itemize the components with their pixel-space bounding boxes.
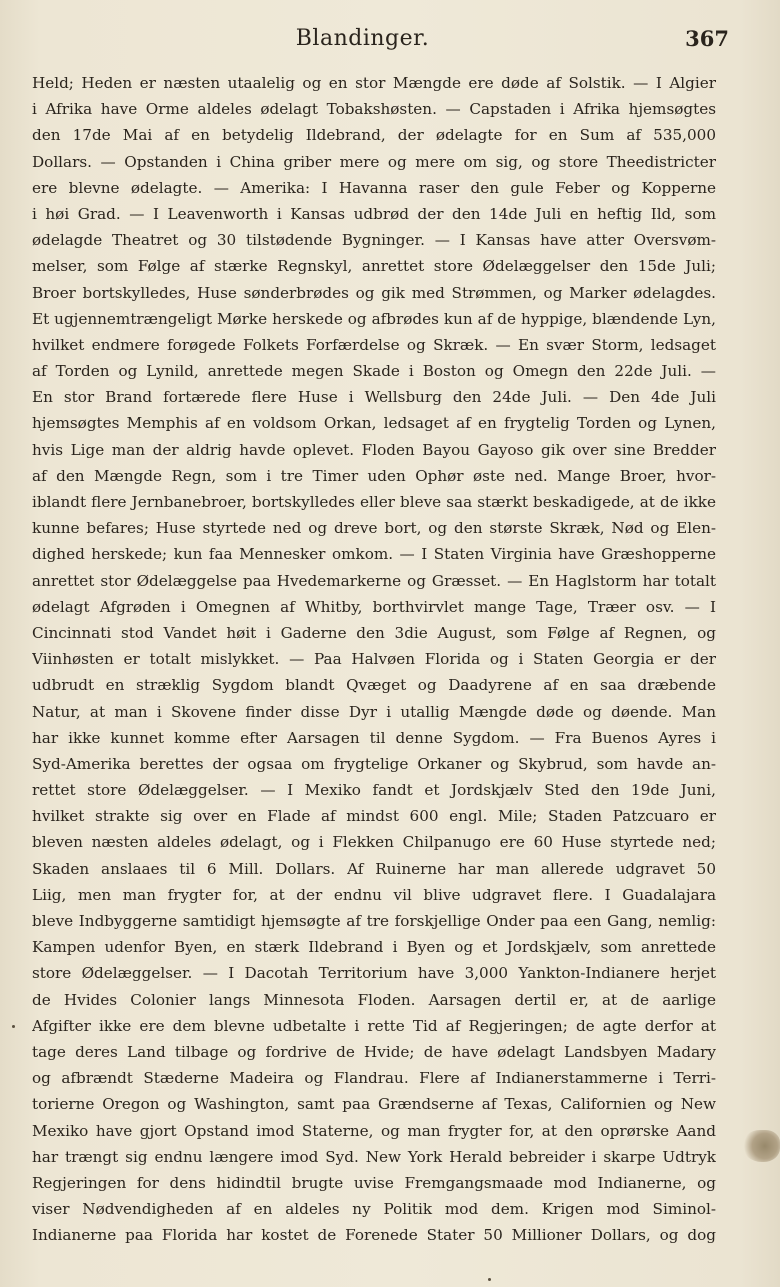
text-line: hvis Lige man der aldrig havde oplevet. Floden Bayou Gayoso gik over sine Bredder <box>32 440 716 459</box>
text-line: Natur, at man i Skovene finder disse Dyr i utallig Mængde døde og døende. Man <box>32 702 716 721</box>
text-line: tage deres Land tilbage og fordrive de Hvide; de have ødelagt Landsbyen Madary <box>32 1042 716 1061</box>
text-line: Kampen udenfor Byen, en stærk Ildebrand i Byen og et Jordskjælv, som anrettede <box>32 938 716 957</box>
text-line: dighed herskede; kun faa Mennesker omkom. — I Staten Virginia have Græshopperne <box>32 545 716 564</box>
text-line: Regjeringen for dens hidindtil brugte uvise Fremgangsmaade mod Indianerne, og <box>32 1173 716 1192</box>
text-line: anrettet stor Ødelæggelse paa Hvedemarkerne og Græsset. — En Haglstorm har totalt <box>32 571 716 590</box>
running-head-title: Blandinger. <box>295 26 430 51</box>
text-line: bleven næsten aldeles ødelagt, og i Flekken Chilpanugo ere 60 Huse styrtede ned; <box>32 833 716 852</box>
text-line: Skaden anslaaes til 6 Mill. Dollars. Af Ruinerne har man allerede udgravet 50 <box>32 859 716 878</box>
body-text <box>32 70 716 1248</box>
text-line: iblandt flere Jernbanebroer, bortskylledes eller bleve saa stærkt beskadigede, at de ikke <box>32 493 716 511</box>
text-line: kunne befares; Huse styrtede ned og dreve bort, og den største Skræk, Nød og Elen- <box>32 519 716 538</box>
text-line: Afgifter ikke ere dem blevne udbetalte i rette Tid af Regjeringen; de agte derfor at <box>32 1016 716 1035</box>
text-line: Et ugjennemtrængeligt Mørke herskede og afbrødes kun af de hyppige, blændende Lyn, <box>32 309 716 328</box>
text-line: har ikke kunnet komme efter Aarsagen til denne Sygdom. — Fra Buenos Ayres i <box>32 728 716 747</box>
text-line: de Hvides Colonier langs Minnesota Floden. Aarsagen dertil er, at de aarlige <box>32 990 716 1009</box>
paper-stain <box>742 1130 780 1162</box>
text-line: ere blevne ødelagte. — Amerika: I Havanna raser den gule Feber og Kopperne <box>32 178 716 197</box>
text-line: af den Mængde Regn, som i tre Timer uden Ophør øste ned. Mange Broer, hvor- <box>32 466 716 485</box>
text-line: viser Nødvendigheden af en aldeles ny Politik mod dem. Krigen mod Siminol- <box>32 1200 716 1219</box>
text-line: bleve Indbyggerne samtidigt hjemsøgte af tre forskjellige Onder paa een Gang, nemlig: <box>32 912 716 930</box>
paper-speck <box>12 1025 15 1028</box>
text-line: rettet store Ødelæggelser. — I Mexiko fandt et Jordskjælv Sted den 19de Juni, <box>32 781 716 800</box>
text-line: hvilket strakte sig over en Flade af mindst 600 engl. Mile; Staden Patzcuaro er <box>32 807 716 826</box>
text-line: udbrudt en stræklig Sygdom blandt Qvæget og Daadyrene af en saa dræbende <box>32 676 716 695</box>
text-line: i høi Grad. — I Leavenworth i Kansas udbrød der den 14de Juli en heftig Ild, som <box>32 204 716 223</box>
text-line: Viinhøsten er totalt mislykket. — Paa Halvøen Florida og i Staten Georgia er der <box>32 650 716 669</box>
text-line: Mexiko have gjort Opstand imod Staterne, og man frygter for, at den oprørske Aand <box>32 1121 716 1140</box>
text-line: den 17de Mai af en betydelig Ildebrand, der ødelagte for en Sum af 535,000 <box>32 126 716 145</box>
text-line: ødelagt Afgrøden i Omegnen af Whitby, borthvirvlet mange Tage, Træer osv. — I <box>32 597 716 616</box>
text-line: Liig, men man frygter for, at der endnu vil blive udgravet flere. I Guadalajara <box>32 885 716 904</box>
page-number: 367 <box>685 26 729 51</box>
paper-speck <box>488 1278 491 1281</box>
text-line: har trængt sig endnu længere imod Syd. New York Herald bebreider i skarpe Udtryk <box>32 1147 716 1166</box>
text-line: Syd-Amerika berettes der ogsaa om frygtelige Orkaner og Skybrud, som havde an- <box>32 754 716 773</box>
text-line: Broer bortskylledes, Huse sønderbrødes og gik med Strømmen, og Marker ødelagdes. <box>32 283 716 302</box>
text-line: melser, som Følge af stærke Regnskyl, anrettet store Ødelæggelser den 15de Juli; <box>32 257 716 276</box>
running-head <box>30 26 729 58</box>
text-line: hjemsøgtes Memphis af en voldsom Orkan, ledsaget af en frygtelig Torden og Lynen, <box>32 414 716 433</box>
text-line: hvilket endmere forøgede Folkets Forfærdelse og Skræk. — En svær Storm, ledsaget <box>32 335 716 354</box>
text-line: af Torden og Lynild, anrettede megen Skade i Boston og Omegn den 22de Juli. — <box>32 362 716 381</box>
text-line: Cincinnati stod Vandet høit i Gaderne den 3die August, som Følge af Regnen, og <box>32 623 716 642</box>
text-line: og afbrændt Stæderne Madeira og Flandrau. Flere af Indianerstammerne i Terri- <box>32 1069 716 1088</box>
text-line: En stor Brand fortærede flere Huse i Wellsburg den 24de Juli. — Den 4de Juli <box>32 388 716 407</box>
text-line: ødelagde Theatret og 30 tilstødende Bygninger. — I Kansas have atter Oversvøm- <box>32 231 716 250</box>
text-line: Indianerne paa Florida har kostet de Forenede Stater 50 Millioner Dollars, og dog <box>32 1226 716 1245</box>
text-line: Held; Heden er næsten utaalelig og en stor Mængde ere døde af Solstik. — I Algier <box>32 74 716 92</box>
text-line: Dollars. — Opstanden i China griber mere og mere om sig, og store Theedistricter <box>32 152 716 171</box>
text-line: torierne Oregon og Washington, samt paa Grændserne af Texas, Californien og New <box>32 1095 716 1114</box>
text-line: store Ødelæggelser. — I Dacotah Territorium have 3,000 Yankton-Indianere herjet <box>32 964 716 983</box>
text-line: i Afrika have Orme aldeles ødelagt Tobakshøsten. — Capstaden i Afrika hjemsøgtes <box>32 100 716 119</box>
